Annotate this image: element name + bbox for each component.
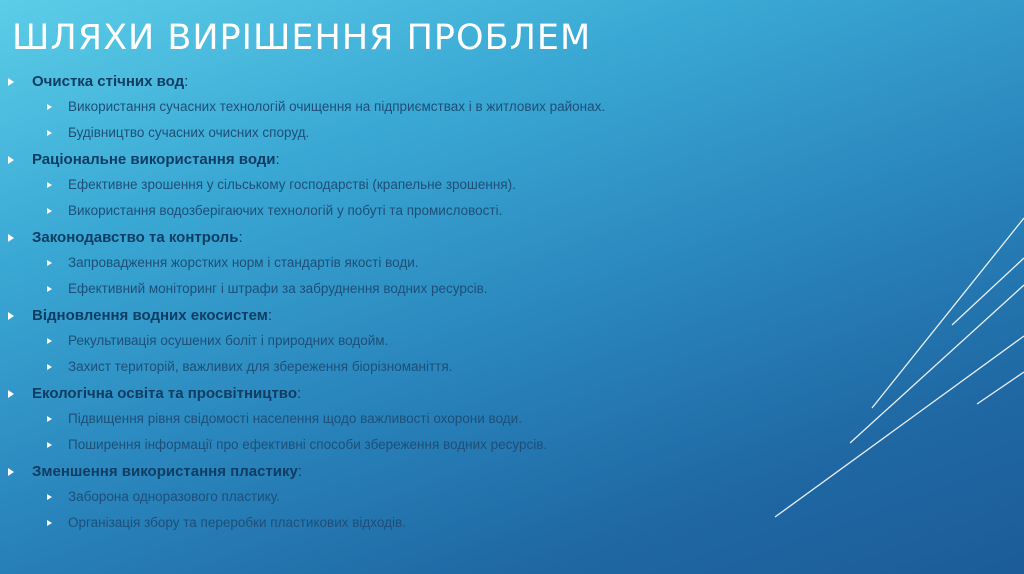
section-heading: Законодавство та контроль xyxy=(32,229,239,246)
decor-line xyxy=(952,258,1024,325)
list-item-text: Організація збору та переробки пластикових відходів. xyxy=(68,515,406,530)
decor-line xyxy=(775,336,1024,517)
decor-line xyxy=(850,285,1024,443)
decor-line xyxy=(872,218,1024,408)
section-heading: Очистка стічних вод xyxy=(32,73,185,90)
section-heading: Екологічна освіта та просвітництво xyxy=(32,385,297,402)
list-item-text: Рекультивація осушених боліт і природних водойм. xyxy=(68,333,389,348)
list-item-text: Заборона одноразового пластику. xyxy=(68,489,280,504)
colon: : xyxy=(275,151,280,168)
list-item-text: Поширення інформації про ефективні способи збереження водних ресурсів. xyxy=(68,437,548,452)
colon: : xyxy=(184,73,189,90)
section-heading: Відновлення водних екосистем xyxy=(32,307,268,324)
list-item-text: Ефективне зрошення у сільському господарстві (крапельне зрошення). xyxy=(68,177,516,192)
list-item-text: Запровадження жорстких норм і стандартів якості води. xyxy=(68,255,419,270)
list-item-text: Будівництво сучасних очисних споруд. xyxy=(68,125,310,140)
colon: : xyxy=(297,463,303,480)
slide-title: ШЛЯХИ ВИРІШЕННЯ ПРОБЛЕМ xyxy=(12,18,592,58)
list-item-text: Використання сучасних технологій очищення на підприємствах і в житлових районах. xyxy=(68,99,606,114)
colon: : xyxy=(238,229,243,246)
list-item-text: Захист територій, важливих для збереження біорізноманіття. xyxy=(68,359,453,374)
list-item-text: Підвищення рівня свідомості населення щодо важливості охорони води. xyxy=(68,411,522,426)
decor-line xyxy=(977,372,1024,404)
section-heading: Зменшення використання пластику xyxy=(32,463,298,480)
list-item-text: Використання водозберігаючих технологій у побуті та промисловості. xyxy=(68,203,503,218)
section-heading: Раціональне використання води xyxy=(32,151,276,168)
list-item-text: Ефективний моніторинг і штрафи за забруднення водних ресурсів. xyxy=(68,281,488,296)
colon: : xyxy=(297,385,302,402)
colon: : xyxy=(267,307,273,324)
